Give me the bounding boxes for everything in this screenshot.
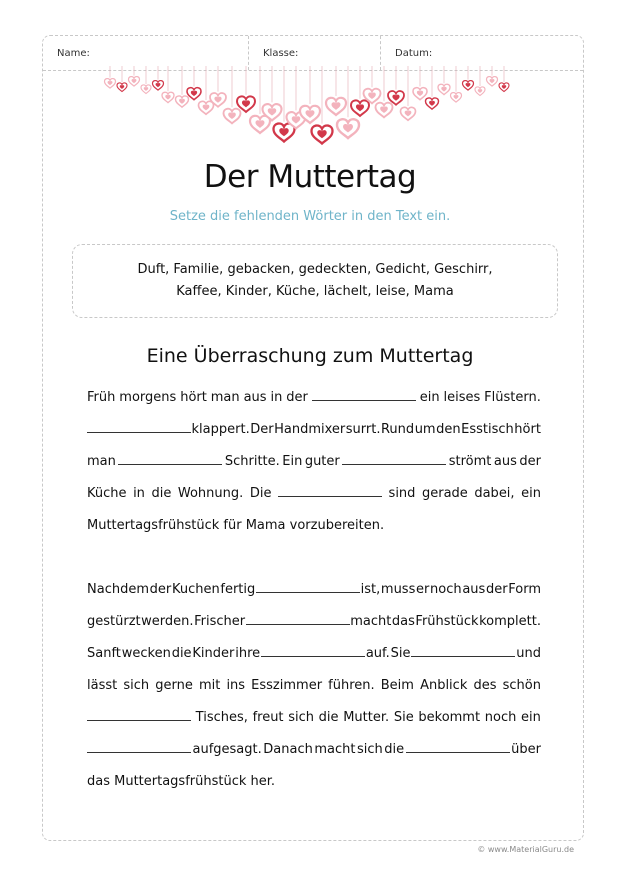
word: und	[516, 646, 541, 661]
text-line	[87, 612, 541, 644]
text-line	[87, 740, 541, 772]
word: gerade	[421, 486, 468, 501]
word: Esstisch	[461, 422, 514, 437]
name-label: Name:	[57, 47, 90, 59]
word: führen.	[328, 678, 375, 693]
word: noch	[430, 582, 462, 597]
word: morgens	[119, 390, 177, 405]
blank-answer-line[interactable]	[406, 740, 510, 753]
class-label: Klasse:	[263, 47, 299, 59]
blank-answer-line[interactable]	[246, 612, 350, 625]
word: er	[416, 582, 430, 597]
word: Sie	[393, 710, 414, 725]
word: Rund	[380, 422, 415, 437]
word: werden.	[141, 614, 194, 629]
word: Esszimmer	[251, 678, 323, 693]
text-line	[87, 484, 541, 516]
word: die	[171, 646, 192, 661]
word: aus	[493, 454, 517, 469]
word: ins	[226, 678, 246, 693]
word: aus	[243, 390, 267, 405]
text-line	[87, 420, 541, 452]
blank-answer-line[interactable]	[87, 420, 191, 433]
word: gerne	[155, 678, 193, 693]
blank-answer-line[interactable]	[87, 708, 191, 721]
story-paragraph-1	[87, 388, 541, 548]
word: ein	[419, 390, 440, 405]
word: der	[286, 390, 308, 405]
word: Form	[508, 582, 541, 597]
story-title: Eine Überraschung zum Muttertag	[146, 345, 474, 367]
word: komplett.	[479, 614, 541, 629]
word: Handmixer	[274, 422, 346, 437]
word: ist,	[360, 582, 381, 597]
word-bank-box	[72, 244, 558, 318]
word: Der	[250, 422, 274, 437]
word: Flüstern.	[484, 390, 541, 405]
word: aus	[462, 582, 486, 597]
blank-answer-line[interactable]	[87, 740, 191, 753]
hanging-hearts-decoration	[90, 66, 530, 156]
word: noch	[484, 710, 517, 725]
word: die	[318, 710, 339, 725]
word: in	[270, 390, 283, 405]
word: die	[384, 742, 405, 757]
word: Nachdem	[87, 582, 149, 597]
word: ein	[521, 710, 541, 725]
word: muss	[380, 582, 416, 597]
word: Schritte.	[224, 454, 280, 469]
word: um	[414, 422, 436, 437]
blank-answer-line[interactable]	[256, 580, 360, 593]
blank-answer-line[interactable]	[411, 644, 515, 657]
word: strömt	[448, 454, 492, 469]
word: Früh	[87, 390, 116, 405]
story-paragraph-2	[87, 580, 541, 804]
word: Mutter.	[343, 710, 390, 725]
word: hört	[180, 390, 207, 405]
word-bank-line-1: Duft, Familie, gebacken, gedeckten, Gedicht, Geschirr,	[137, 262, 493, 277]
word: mit	[198, 678, 221, 693]
word: Sie	[390, 646, 411, 661]
copyright-footer: © www.MaterialGuru.de	[477, 845, 574, 854]
word: sich	[123, 678, 150, 693]
word: der	[149, 582, 172, 597]
word: schön	[502, 678, 541, 693]
word: bekommt	[418, 710, 481, 725]
word: der	[485, 582, 508, 597]
word: Frischer	[194, 614, 246, 629]
word: das	[391, 614, 415, 629]
text-line	[87, 516, 541, 548]
text-line	[87, 452, 541, 484]
class-field[interactable]	[249, 36, 381, 70]
word: Wohnung.	[177, 486, 244, 501]
word: Kuchen	[171, 582, 220, 597]
word: guter	[304, 454, 340, 469]
word: ihre	[235, 646, 261, 661]
word: in	[133, 486, 145, 501]
blank-answer-line[interactable]	[342, 452, 446, 465]
word: Danach	[263, 742, 313, 757]
hearts-group	[105, 66, 510, 144]
word: man	[210, 390, 240, 405]
text-line	[87, 644, 541, 676]
word: Kinder	[192, 646, 235, 661]
word: fertig	[220, 582, 256, 597]
page-title: Der Muttertag	[203, 159, 417, 195]
word: klappert.	[191, 422, 250, 437]
word: Anblick	[420, 678, 468, 693]
text-line	[87, 772, 541, 804]
text-line	[87, 708, 541, 740]
blank-answer-line[interactable]	[278, 484, 382, 497]
text-line	[87, 580, 541, 612]
word: surrt.	[345, 422, 381, 437]
word: lässt	[87, 678, 118, 693]
word: der	[519, 454, 541, 469]
word: Die	[249, 486, 272, 501]
word: leises	[443, 390, 481, 405]
word: Tisches,	[195, 710, 248, 725]
word: dabei,	[474, 486, 515, 501]
word: Küche	[87, 486, 127, 501]
word: die	[151, 486, 172, 501]
word: macht	[350, 614, 392, 629]
word: aufgesagt.	[192, 742, 262, 757]
word: auf.	[365, 646, 390, 661]
word: Frühstück	[415, 614, 479, 629]
word: gestürzt	[87, 614, 141, 629]
date-label: Datum:	[395, 47, 433, 59]
word-bank-line-2: Kaffee, Kinder, Küche, lächelt, leise, Mama	[176, 284, 454, 299]
text-line	[87, 388, 541, 420]
word: freut	[252, 710, 284, 725]
word: des	[473, 678, 497, 693]
blank-answer-line[interactable]	[312, 388, 416, 401]
instruction-subtitle: Setze die fehlenden Wörter in den Text ein.	[169, 209, 451, 224]
word: sich	[288, 710, 314, 725]
date-field[interactable]	[381, 36, 583, 70]
word: das Muttertagsfrühstück her.	[87, 774, 276, 789]
blank-answer-line[interactable]	[118, 452, 222, 465]
word: sich	[356, 742, 383, 757]
text-line	[87, 676, 541, 708]
word: Muttertagsfrühstück für Mama vorzubereiten.	[87, 518, 385, 533]
word: hört	[514, 422, 541, 437]
word: Sanft	[87, 646, 121, 661]
name-field[interactable]	[43, 36, 249, 70]
word: Beim	[380, 678, 414, 693]
blank-answer-line[interactable]	[261, 644, 365, 657]
word: sind	[388, 486, 416, 501]
word: ein	[521, 486, 541, 501]
word: wecken	[121, 646, 171, 661]
word: den	[436, 422, 461, 437]
word: Ein	[282, 454, 303, 469]
word: macht	[314, 742, 356, 757]
word: man	[87, 454, 116, 469]
word: über	[511, 742, 541, 757]
